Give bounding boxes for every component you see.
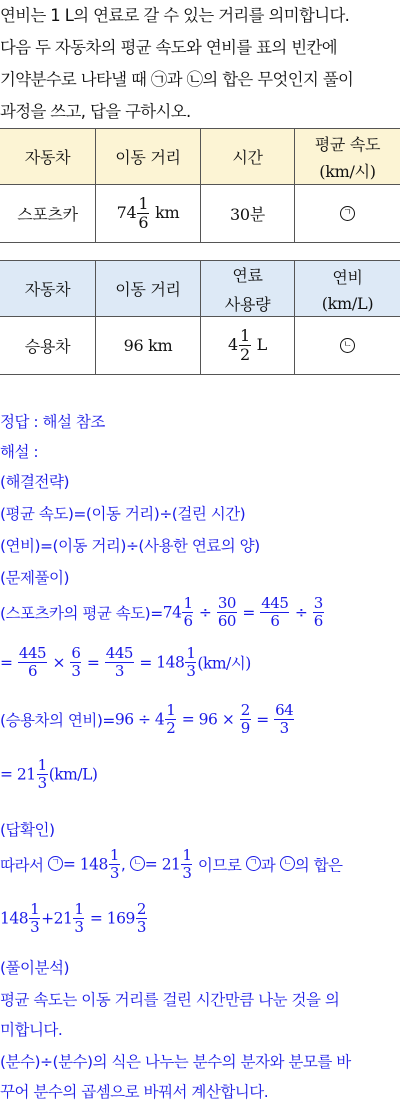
car-name: 스포츠카 [0, 185, 96, 243]
speed-equation-2: = $\frac{445}{6}$ × $\frac{6}{3}$ = $\frac{445}{3}$ = 148 $\frac{1}{3}$ (km/시) [0, 646, 251, 679]
speed-label: (스포츠카의 평균 속도)= [0, 605, 163, 623]
sum-result-whole: 169 [107, 910, 135, 928]
car-name: 승용차 [0, 317, 96, 375]
analysis-line-3: (분수)÷(분수)의 식은 나누는 분수의 분자와 분모를 바 [0, 1050, 351, 1072]
header-fuel-line1: 연료 [201, 263, 294, 286]
header-speed-unit: (km/시) [295, 159, 400, 182]
check-line: 따라서 ㄱ = 148 $\frac{1}{3}$ , ㄴ = 21 $\frac{1}{3}$ 이므로 ㄱ 과 ㄴ 의 합은 [0, 848, 343, 881]
header-efficiency-label: 연비 [295, 265, 400, 288]
distance-value: 96 km [96, 317, 201, 375]
blank-a-icon: ㄱ [340, 206, 355, 221]
speed-result-whole: 148 [156, 654, 184, 672]
strategy-title: (해결전략) [0, 470, 69, 492]
time-value: 30분 [201, 185, 295, 243]
distance-numerator: 1 [137, 196, 149, 214]
efficiency-blank [295, 317, 400, 375]
blank-b-icon: ㄴ [280, 856, 295, 871]
header-efficiency-unit: (km/L) [295, 294, 400, 313]
eff-label: (승용차의 연비)= [0, 712, 115, 730]
problem-line: 과정을 쓰고, 답을 구하시오. [0, 96, 400, 128]
problem-text [0, 0, 400, 128]
distance-unit: km [155, 203, 179, 222]
header-distance: 이동 거리 [96, 261, 201, 317]
analysis-line-2: 미합니다. [0, 1018, 62, 1040]
sports-car-table [0, 128, 400, 243]
blank-b-icon: ㄴ [340, 338, 355, 353]
fuel-unit: L [257, 335, 267, 354]
speed-equation-1: (스포츠카의 평균 속도)=74 $\frac{1}{6}$ ÷ $\frac{30}{60}$ = $\frac{445}{6}$ ÷ $\frac{3}{6}$ [0, 596, 325, 629]
solve-title: (문제풀이) [0, 566, 69, 588]
distance-value [96, 185, 201, 243]
eff-equation-1: (승용차의 연비)=96 ÷ 4 $\frac{1}{2}$ = 96 × $\frac{2}{9}$ = $\frac{64}{3}$ [0, 703, 295, 736]
check-title: (답확인) [0, 818, 55, 840]
explain-line: 해설 : [0, 440, 38, 462]
blank-b-icon: ㄴ [130, 856, 145, 871]
header-time: 시간 [201, 129, 295, 185]
eff-result-whole: 21 [17, 766, 36, 784]
analysis-line-1: 평균 속도는 이동 거리를 걸린 시간만큼 나눈 것을 의 [0, 988, 339, 1010]
fuel-value [201, 317, 295, 375]
header-car: 자동차 [0, 261, 96, 317]
header-speed [295, 129, 400, 185]
header-distance: 이동 거리 [96, 129, 201, 185]
blank-a-icon: ㄱ [246, 856, 261, 871]
check-mid: 이므로 [198, 857, 241, 875]
header-fuel [201, 261, 295, 317]
fuel-denominator: 2 [239, 346, 251, 363]
distance-whole: 74 [117, 203, 137, 222]
car-table [0, 260, 400, 375]
speed-blank [295, 185, 400, 243]
analysis-title: (풀이분석) [0, 956, 69, 978]
check-prefix: 따라서 [0, 857, 43, 875]
header-car: 자동차 [0, 129, 96, 185]
fuel-fraction [239, 328, 251, 363]
problem-line: 기약분수로 나타낼 때 ㉠과 ㉡의 합은 무엇인지 풀이 [0, 64, 400, 96]
header-fuel-line2: 사용량 [201, 292, 294, 315]
eff-unit: (km/L) [49, 766, 98, 784]
distance-fraction [137, 196, 149, 231]
speed-unit: (km/시) [197, 655, 250, 673]
fuel-whole: 4 [228, 335, 238, 354]
problem-line: 연비는 1 L의 연료로 갈 수 있는 거리를 의미합니다. [0, 0, 400, 32]
strategy-line-2: (연비)=(이동 거리)÷(사용한 연료의 양) [0, 534, 260, 556]
problem-line: 다음 두 자동차의 평균 속도와 연비를 표의 빈칸에 [0, 32, 400, 64]
check-suffix: 과 [261, 857, 275, 875]
strategy-line-1: (평균 속도)=(이동 거리)÷(걸린 시간) [0, 502, 245, 524]
fuel-numerator: 1 [239, 328, 251, 346]
blank-a-icon: ㄱ [48, 856, 63, 871]
check-end: 의 합은 [295, 857, 343, 875]
header-efficiency [295, 261, 400, 317]
analysis-line-4: 꾸어 분수의 곱셈으로 바꿔서 계산합니다. [0, 1080, 268, 1102]
sum-equation: 148 $\frac{1}{3}$ +21 $\frac{1}{3}$ = 169 $\frac{2}{3}$ [0, 902, 148, 935]
answer-line: 정답 : 해설 참조 [0, 410, 105, 432]
distance-denominator: 6 [137, 214, 149, 231]
eff-equation-2: = 21 $\frac{1}{3}$ (km/L) [0, 758, 97, 791]
header-speed-label: 평균 속도 [295, 132, 400, 155]
